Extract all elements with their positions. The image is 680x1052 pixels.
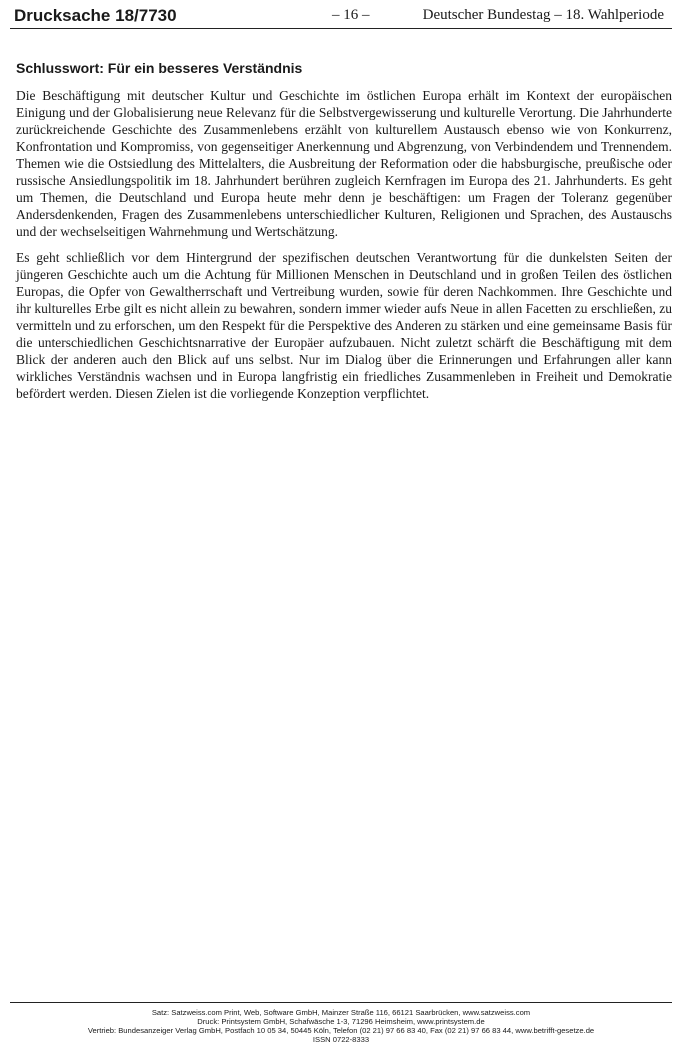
page-header [10,6,672,29]
paragraph: Die Beschäftigung mit deutscher Kultur und Geschichte im östlichen Europa erhält im Kontext der europäischen Einigung und der Globalisierung neue Relevanz für die Selbstvergewisserung und kulturelle Verortung. Die Jahrhunderte zurückreichende Geschichte des Zusammenlebens erzählt von kulturellem Austausch ebenso wie von Konkurrenz, Konfrontation und Kompromiss, von gegenseitiger Anerkennung und Abgrenzung, von Verbindendem und Trennendem. Themen wie die Ostsiedlung des Mittelalters, die Ausbreitung der Reformation oder die habsburgische, preußische oder russische Ansiedlungspolitik im 18. Jahrhundert berühren zugleich Kernfragen im Europa des 21. Jahrhunderts. Es geht um Themen, die Deutschland und Europa heute mehr denn je beschäftigen: um Fragen der Toleranz gegenüber Andersdenkenden, Fragen des Zusammenlebens unterschiedlicher Kulturen, Religionen und Sprachen, des Austauschs und der wechselseitigen Wahrnehmung und Wertschätzung. [16,88,672,239]
imprint-typesetting: Satz: Satzweiss.com Print, Web, Software GmbH, Mainzer Straße 116, 66121 Saarbrücken, www.satzweiss.com [151,1008,531,1017]
imprint-issn: ISSN 0722-8333 [312,1035,370,1044]
imprint-footer [10,1002,672,1044]
section-title: Schlusswort: Für ein besseres Verständnis [16,60,303,76]
main-content [16,60,672,411]
imprint-printing: Druck: Printsystem GmbH, Schafwäsche 1-3, 71296 Heimsheim, www.printsystem.de [197,1017,485,1026]
paragraph: Es geht schließlich vor dem Hintergrund der spezifischen deutschen Verantwortung für die dunkelsten Seiten der jüngeren Geschichte auch um die Achtung für Millionen Menschen in Deutschland und in großen Teilen des östlichen Europas, die Opfer von Gewaltherrschaft und Vertreibung wurden, sowie für deren Nachkommen. Ihre Geschichte und ihr kulturelles Erbe gilt es nicht allein zu bewahren, sondern immer wieder aufs Neue in allen Facetten zu erschließen, zu vermitteln und zu erforschen, um den Respekt für die Perspektive des Anderen zu stärken und eine gemeinsame Basis für die unterschiedlichen Geschichtsnarrative der Europäer aufzubauen. Nicht zuletzt schärft die Beschäftigung mit dem Blick der anderen auch den Blick auf uns selbst. Nur im Dialog über die Erinnerungen und Erfahrungen aller kann wirkliches Verständnis wachsen und in Europa langfristig ein friedliches Zusammenleben in Freiheit und Demokratie befördert werden. Diesen Zielen ist die vorliegende Konzeption verpflichtet. [16,250,672,401]
document-id: Drucksache 18/7730 [14,6,177,25]
page-number: – 16 – [332,7,370,23]
imprint-distribution: Vertrieb: Bundesanzeiger Verlag GmbH, Postfach 10 05 34, 50445 Köln, Telefon (02 21) 97 66 83 40, Fax (02 21) 97 66 83 44, www.betrifft-gesetze.de [87,1026,595,1035]
parliament-period: Deutscher Bundestag – 18. Wahlperiode [422,7,664,23]
